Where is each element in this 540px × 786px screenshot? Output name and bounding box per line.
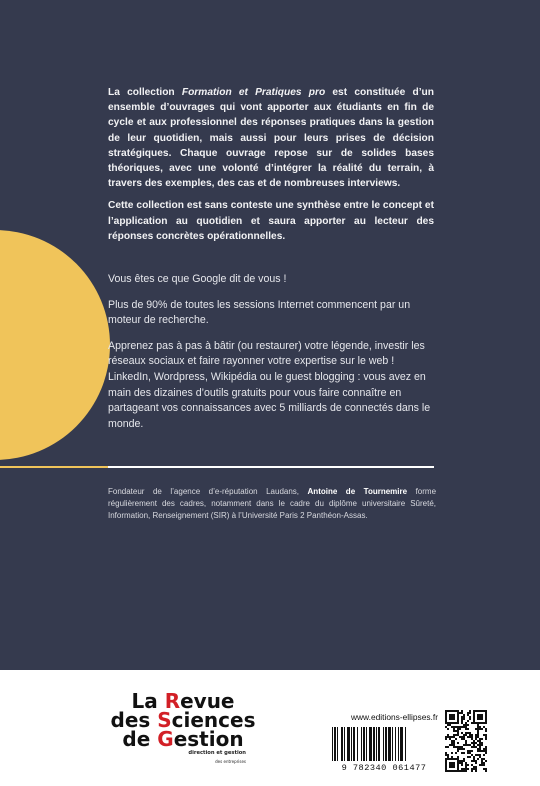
blurb-paragraph-2: Plus de 90% de toutes les sessions Internet commencent par un moteur de recherche. — [108, 298, 411, 327]
divider-accent — [0, 466, 108, 468]
author-bio-text: forme régulièrement des cadres, notamment dans le cadre du diplôme universitaire Sûreté, Information, Renseignement (SIR) à l’Université Paris 2 Panthéon-Assas. — [108, 487, 437, 520]
revue-sciences-gestion-logo — [108, 689, 258, 765]
collection-paragraph-1 — [108, 85, 434, 191]
logo-text: des — [110, 708, 158, 732]
logo-text: R — [164, 689, 181, 713]
logo-text: ciences — [171, 708, 256, 732]
intro-text: est constituée d’un ensemble d’ouvrages qui vont apporter aux étudiants en fin de cycle et aux professionnel des réponses pratiques dans la gestion de leur quotidien, mais aussi pour leurs prises de décision stratégiques. Chaque ouvrage repose sur de solides bases théoriques, avec une volonté d’intégrer la réalité du terrain, à travers des exemples, des cas et de nombreuses interviews. — [108, 87, 434, 190]
blurb-paragraph-3: Apprenez pas à pas à bâtir (ou restaurer) votre légende, investir les réseaux sociaux et faire rayonner votre expertise sur le web ! LinkedIn, Wordpress, Wikipédia ou le guest blogging : vous avez en main des dizaines d’outils gratuits pour vous faire connaître en partageant vos connaissances avec 5 milliards de connectés dans le monde. — [108, 339, 431, 430]
collection-description — [108, 85, 434, 251]
book-blurb — [108, 272, 436, 442]
author-bio-text: Fondateur de l’agence d’e-réputation Laudans, — [108, 487, 308, 496]
decorative-sun-circle — [0, 230, 110, 460]
logo-text: de — [122, 727, 158, 751]
divider-line — [108, 466, 434, 468]
qr-code-graphic[interactable] — [445, 710, 487, 772]
logo-subtitle: direction et gestion — [188, 750, 246, 756]
logo-text: estion — [173, 727, 244, 751]
barcode-graphic — [330, 727, 438, 761]
isbn-digits: 9 782340 061477 — [341, 763, 427, 773]
logo-subtitle-2: des entreprises — [215, 759, 246, 764]
author-name: Antoine de Tournemire — [307, 487, 408, 496]
logo-text: La — [131, 689, 165, 713]
blurb-tagline: Vous êtes ce que Google dit de vous ! — [108, 273, 287, 285]
author-bio — [108, 486, 436, 522]
publisher-website[interactable]: www.editions-ellipses.fr — [350, 712, 438, 722]
logo-text: evue — [180, 689, 235, 713]
collection-title: Formation et Pratiques pro — [181, 87, 326, 98]
collection-paragraph-2: Cette collection est sans conteste une synthèse entre le concept et l’application au quotidien et saura apporter au lecteur des réponses concrètes opérationnelles. — [108, 200, 434, 242]
logo-text: G — [157, 727, 174, 751]
logo-text: S — [157, 708, 172, 732]
intro-text: La collection — [108, 87, 182, 98]
